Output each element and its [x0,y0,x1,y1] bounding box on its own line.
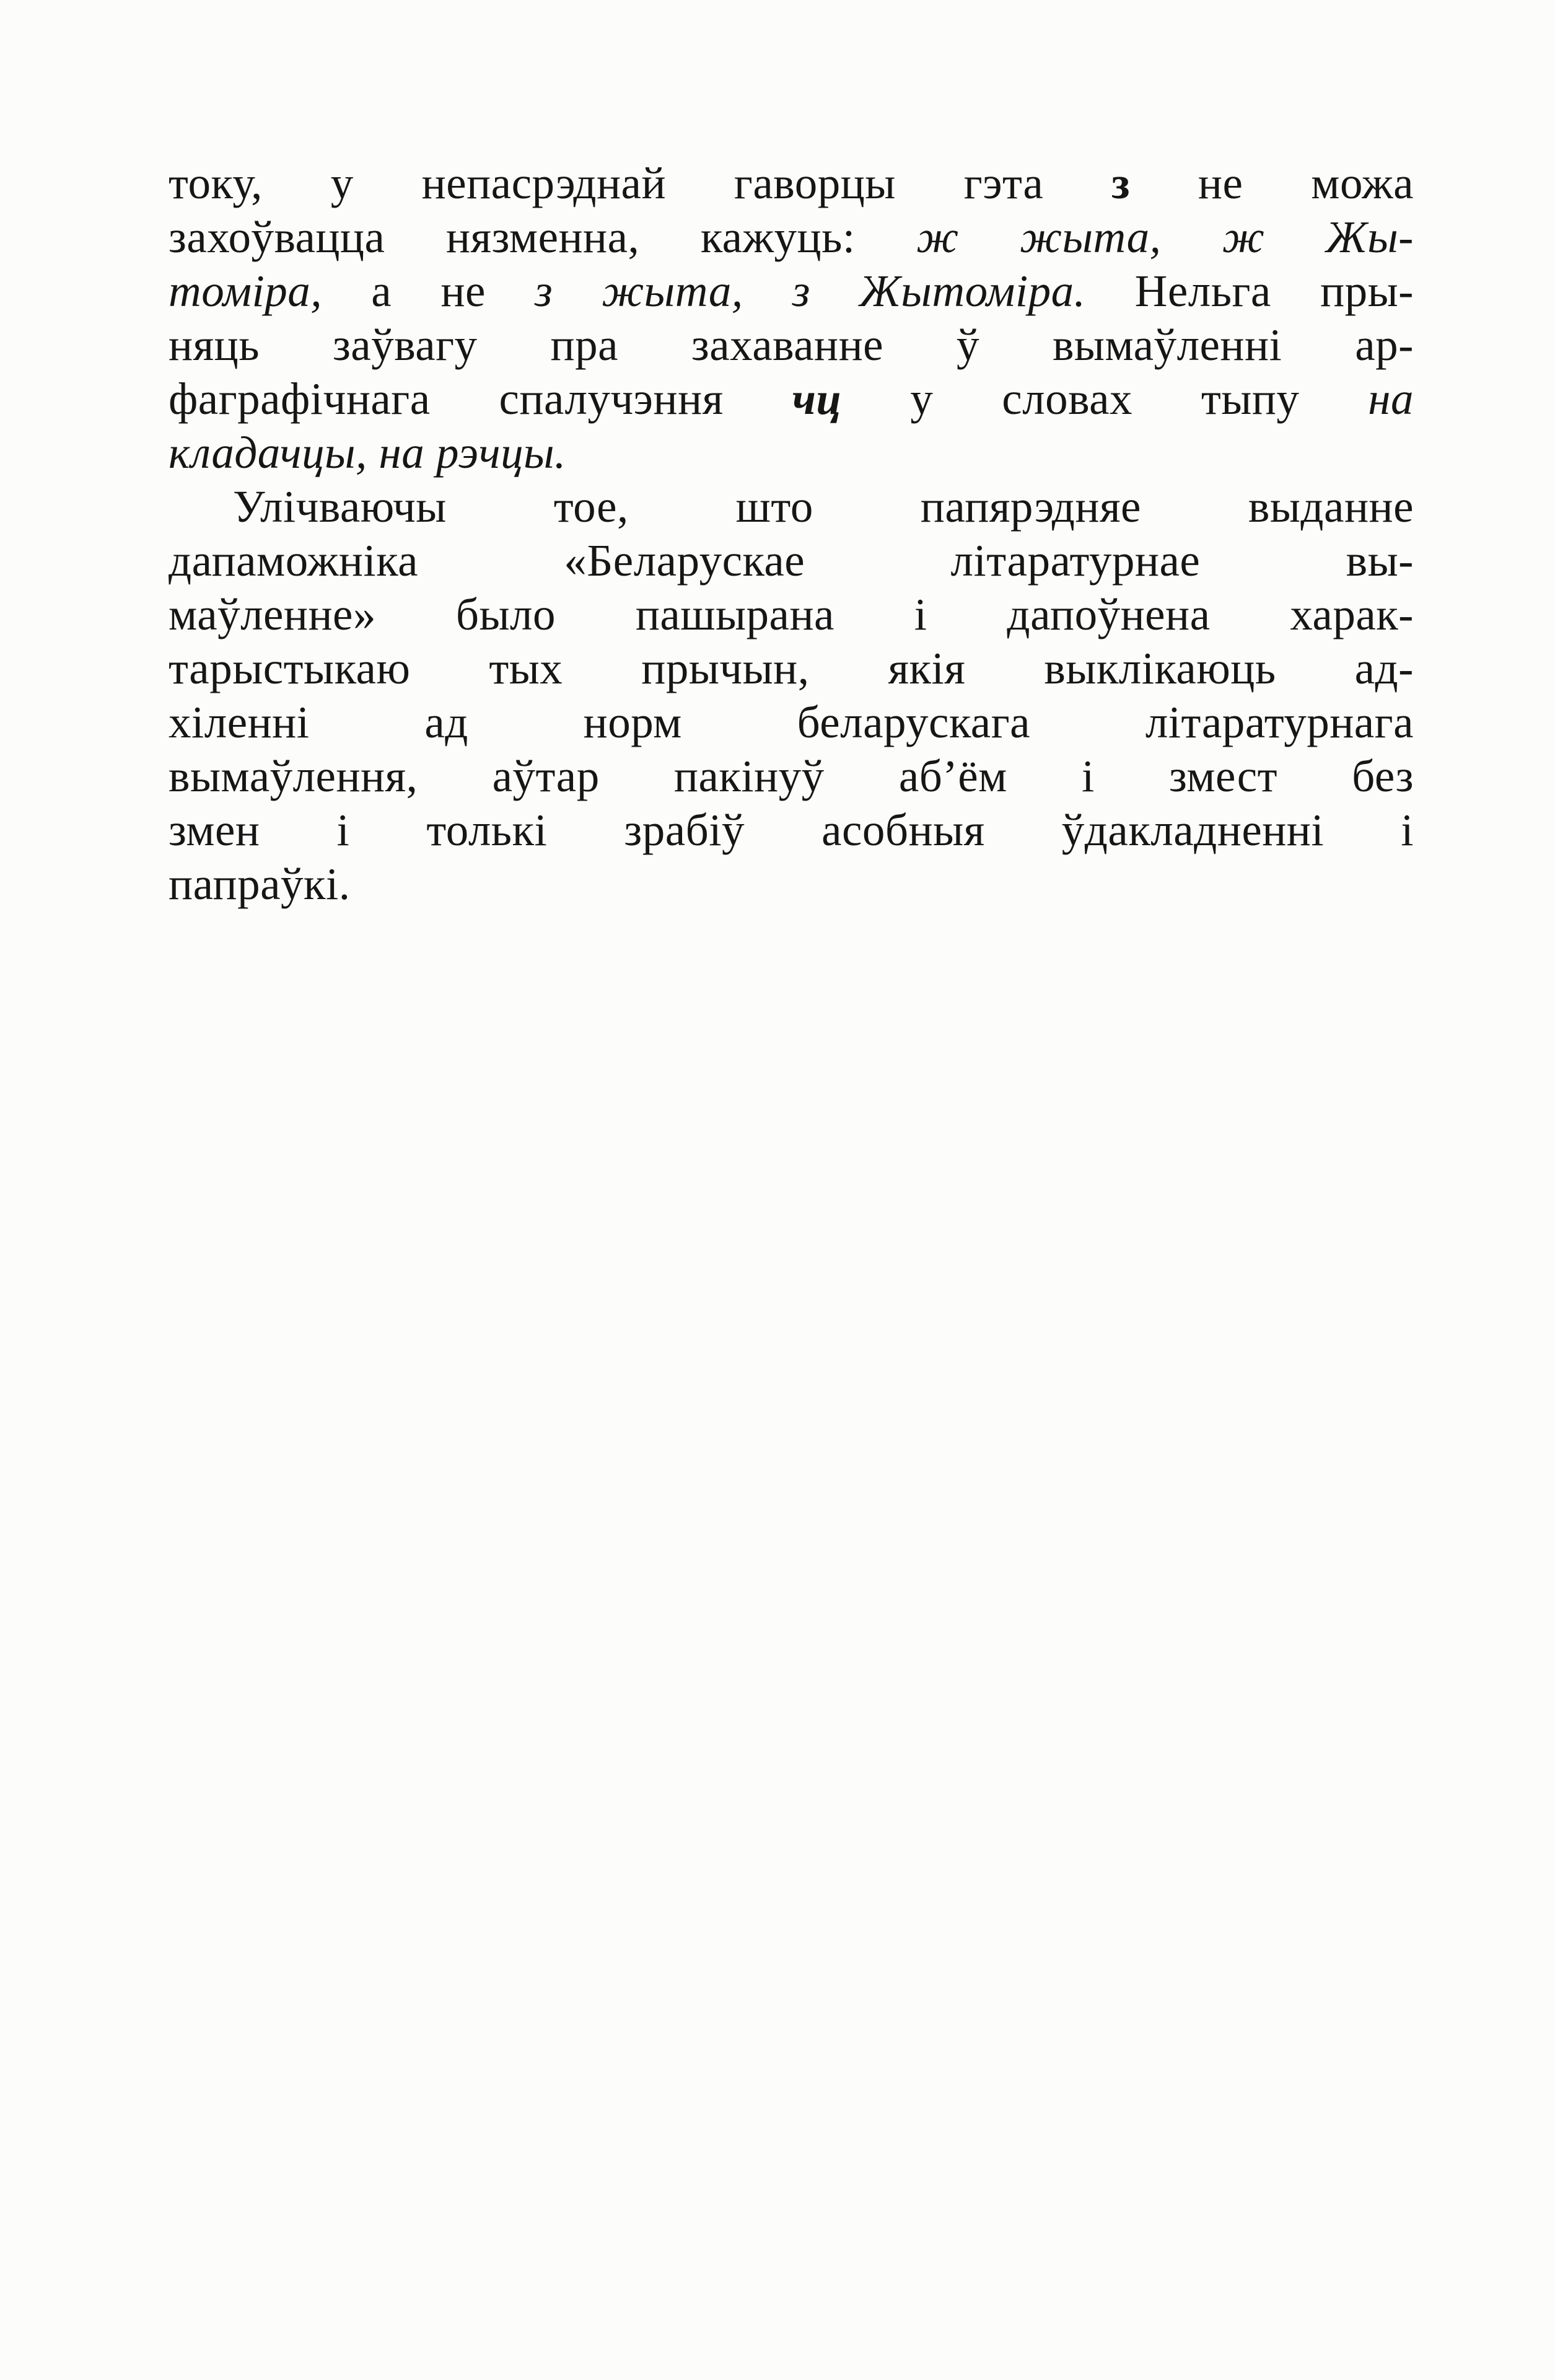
text-segment: а не [322,266,535,316]
text-segment: не можа [1130,158,1414,208]
text-line [169,480,1414,534]
text-segment: на [1368,374,1414,424]
paragraph [169,480,1414,911]
text-line [169,210,1414,264]
text-segment: току, у непасрэднай гаворцы гэта [169,158,1112,208]
text-segment: ж жыта, ж Жы- [916,212,1414,262]
text-line [169,695,1414,749]
text-segment: чц [792,374,842,424]
text-segment: змен і толькі зрабіў асобныя ўдакладненні і [169,805,1414,855]
text-segment: фаграфічнага спалучэння [169,374,792,424]
text-line [169,372,1414,426]
text-segment: з жыта, з Жытоміра. [535,266,1086,316]
text-line [169,803,1414,857]
text-segment: з [1111,158,1130,208]
text-segment: кладачцы, на рэчцы. [169,428,566,478]
text-segment: папраўкі. [169,859,351,909]
text-line [169,264,1414,318]
text-line [169,534,1414,587]
text-segment: захоўвацца нязменна, кажуць: [169,212,917,262]
text-line [169,318,1414,372]
text-segment: томіра, [169,266,323,316]
text-line [169,156,1414,210]
text-line [169,857,1414,911]
text-segment: маўленне» было пашырана і дапоўнена харак- [169,589,1414,639]
text-segment: у словах тыпу [841,374,1369,424]
text-segment: няць заўвагу пра захаванне ў вымаўленні ар- [169,320,1414,370]
text-line [169,426,1414,480]
text-segment: дапаможніка «Беларускае літаратурнае вы- [169,535,1414,586]
text-segment: Нельга пры- [1085,266,1414,316]
text-segment: вымаўлення, аўтар пакінуў аб’ём і змест без [169,751,1414,801]
text-segment: Улічваючы тое, што папярэдняе выданне [233,481,1414,532]
text-block [169,156,1414,911]
text-segment: хіленні ад норм беларускага літаратурнага [169,697,1414,747]
text-line [169,641,1414,695]
text-line [169,749,1414,803]
text-segment: тарыстыкаю тых прычын, якія выклікаюць ад- [169,643,1414,693]
text-line [169,587,1414,641]
paragraph [169,156,1414,480]
